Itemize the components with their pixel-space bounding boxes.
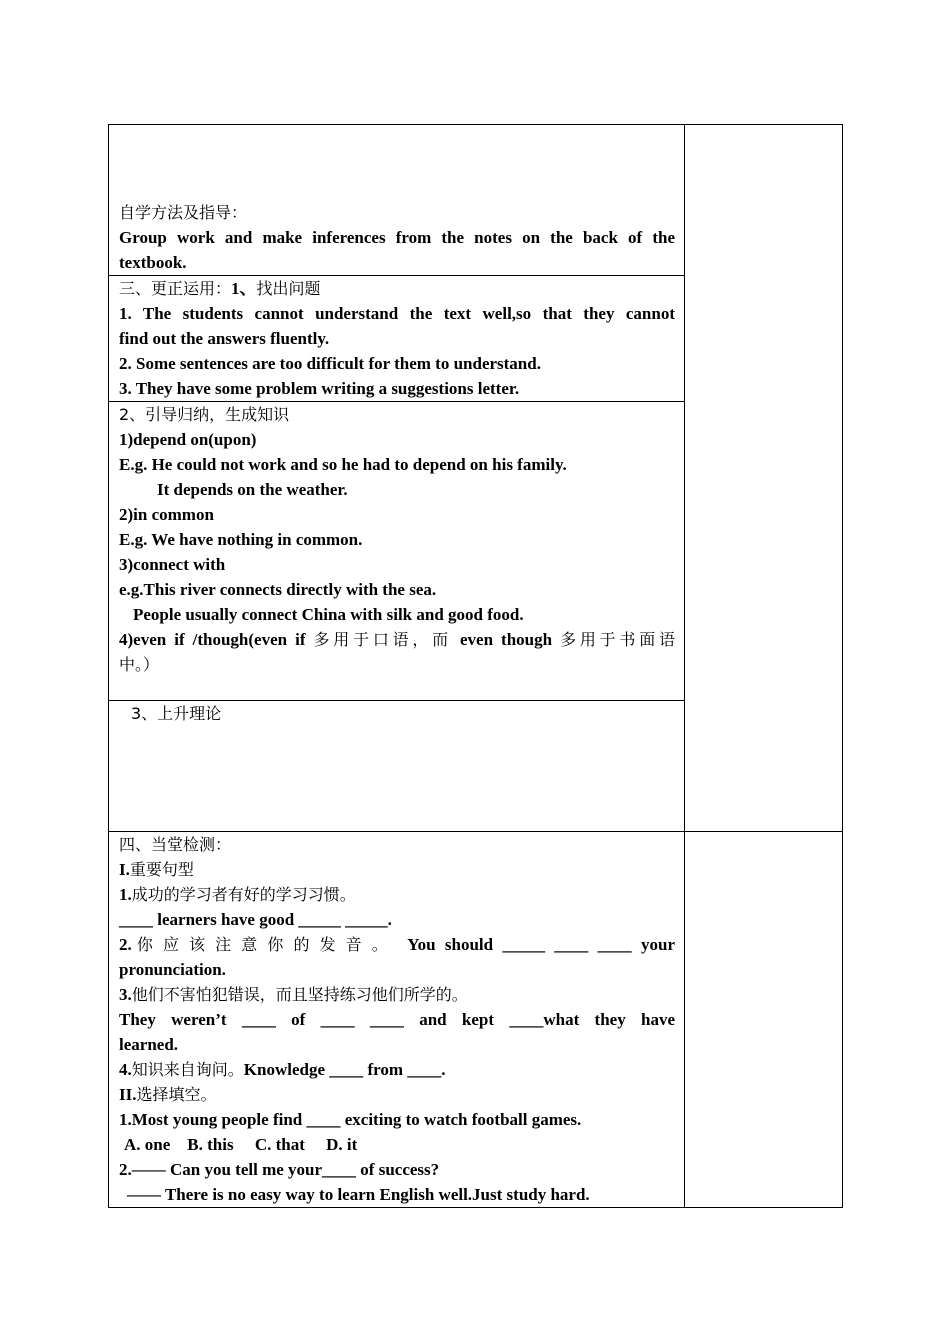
problem-1-line1: 1. The students cannot understand the text well,so that they cannot bbox=[119, 304, 675, 323]
problem-2: 2. Some sentences are too difficult for them to understand. bbox=[119, 354, 541, 373]
phrase-4-line1: 4)even if /though(even if 多用于口语，而 even though 多用于书面语 bbox=[119, 630, 675, 649]
quiz-part-2-title: II.选择填空。 bbox=[119, 1085, 217, 1104]
table-row bbox=[109, 832, 843, 1208]
question-4: 4.知识来自询问。Knowledge ____ from ____. bbox=[119, 1060, 446, 1079]
question-1-zh: 1.成功的学习者有好的学习习惯。 bbox=[119, 885, 356, 904]
choice-question-2-answer: —— There is no easy way to learn English well.Just study hard. bbox=[127, 1185, 590, 1204]
notes-column-top bbox=[685, 125, 843, 832]
question-2-line1: 2.你应该注意你的发音。 You should _____ ____ ____ your bbox=[119, 935, 675, 954]
choice-question-2: 2.—— Can you tell me your____ of success? bbox=[119, 1160, 440, 1179]
theory-cell bbox=[109, 701, 685, 832]
problem-3: 3. They have some problem writing a suggestions letter. bbox=[119, 379, 520, 398]
question-3-en-line2: learned. bbox=[119, 1035, 179, 1054]
method-text-line2: textbook. bbox=[119, 253, 187, 272]
problem-1-line2: find out the answers fluently. bbox=[119, 329, 330, 348]
quiz-cell bbox=[109, 832, 685, 1208]
question-1-en: ____ learners have good _____ _____. bbox=[119, 910, 392, 929]
method-text-line1: Group work and make inferences from the notes on the back of the bbox=[119, 228, 675, 247]
phrase-3-example-1: e.g.This river connects directly with the sea. bbox=[119, 580, 437, 599]
table-row bbox=[109, 125, 843, 276]
question-3-en-line1: They weren’t ____ of ____ ____ and kept ____what they have bbox=[119, 1010, 675, 1029]
theory-heading: 3、上升理论 bbox=[131, 704, 222, 723]
method-heading: 自学方法及指导： bbox=[119, 203, 248, 222]
phrase-3: 3)connect with bbox=[119, 555, 226, 574]
phrase-3-example-2: People usually connect China with silk and good food. bbox=[133, 605, 524, 624]
phrase-1-example-1: E.g. He could not work and so he had to depend on his family. bbox=[119, 455, 567, 474]
phrase-1-example-2: It depends on the weather. bbox=[157, 480, 348, 499]
choice-question-1-options: A. one B. this C. that D. it bbox=[124, 1135, 358, 1154]
phrase-4-line2: 中。） bbox=[119, 655, 160, 674]
notes-column-bottom bbox=[685, 832, 843, 1208]
phrase-2-example-1: E.g. We have nothing in common. bbox=[119, 530, 363, 549]
lesson-table bbox=[108, 124, 843, 1208]
quiz-part-1-title: I.重要句型 bbox=[119, 860, 194, 879]
method-cell bbox=[109, 125, 685, 276]
phrase-1: 1)depend on(upon) bbox=[119, 430, 257, 449]
quiz-heading: 四、当堂检测： bbox=[119, 835, 232, 854]
correction-heading: 三、更正运用：1、找出问题 bbox=[119, 279, 321, 298]
question-2-line2: pronunciation. bbox=[119, 960, 226, 979]
choice-question-1: 1.Most young people find ____ exciting to watch football games. bbox=[119, 1110, 582, 1129]
knowledge-heading: 2、引导归纳，生成知识 bbox=[119, 405, 290, 424]
correction-cell bbox=[109, 276, 685, 402]
phrase-2: 2)in common bbox=[119, 505, 214, 524]
question-3-zh: 3.他们不害怕犯错误，而且坚持练习他们所学的。 bbox=[119, 985, 468, 1004]
knowledge-cell bbox=[109, 402, 685, 701]
